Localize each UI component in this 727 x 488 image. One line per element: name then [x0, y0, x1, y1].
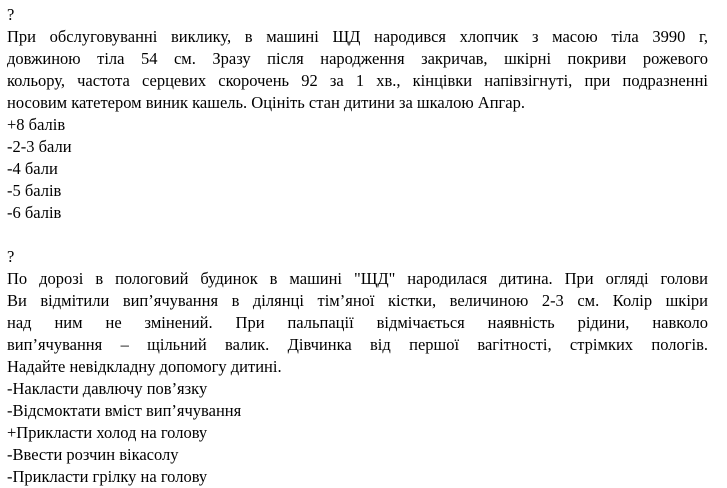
answer-option: -Ввести розчин вікасолу: [7, 445, 179, 464]
question-text-line: кольору, частота серцевих скорочень 92 за 1 хв., кінцівки напівзігнуті, при подразненні: [7, 71, 708, 90]
answer-option: -6 балів: [7, 203, 62, 222]
answer-option: -2-3 бали: [7, 137, 72, 156]
answer-option: +Прикласти холод на голову: [7, 423, 208, 442]
question-1: [7, 4, 708, 224]
question-marker: ?: [7, 247, 15, 266]
question-text-line: носовим катетером виник кашель. Оцініть стан дитини за шкалою Апгар.: [7, 93, 526, 112]
answer-option: -4 бали: [7, 159, 58, 178]
answer-option: -Накласти давлючу пов’язку: [7, 379, 208, 398]
blank-line: [7, 224, 708, 246]
question-2: [7, 246, 708, 488]
question-text-line: При обслуговуванні виклику, в машині ЩД народився хлопчик з масою тіла 3990 г,: [7, 27, 708, 46]
answer-option: -Відсмоктати вміст вип’ячування: [7, 401, 242, 420]
answer-option: +8 балів: [7, 115, 66, 134]
question-text-line: вип’ячування – щільний валик. Дівчинка від першої вагітності, стрімких пологів.: [7, 335, 708, 354]
question-text-line: довжиною тіла 54 см. Зразу після народження закричав, шкірні покриви рожевого: [7, 49, 708, 68]
question-text-line: По дорозі в пологовий будинок в машині "ЩД" народилася дитина. При огляді голови: [7, 269, 708, 288]
document-page: [7, 4, 708, 488]
question-text-line: Надайте невідкладну допомогу дитині.: [7, 357, 282, 376]
question-text-line: над ним не змінений. При пальпації відмічається наявність рідини, навколо: [7, 313, 708, 332]
answer-option: -Прикласти грілку на голову: [7, 467, 208, 486]
answer-option: -5 балів: [7, 181, 62, 200]
question-marker: ?: [7, 5, 15, 24]
question-text-line: Ви відмітили вип’ячування в ділянці тім’яної кістки, величиною 2-3 см. Колір шкіри: [7, 291, 708, 310]
